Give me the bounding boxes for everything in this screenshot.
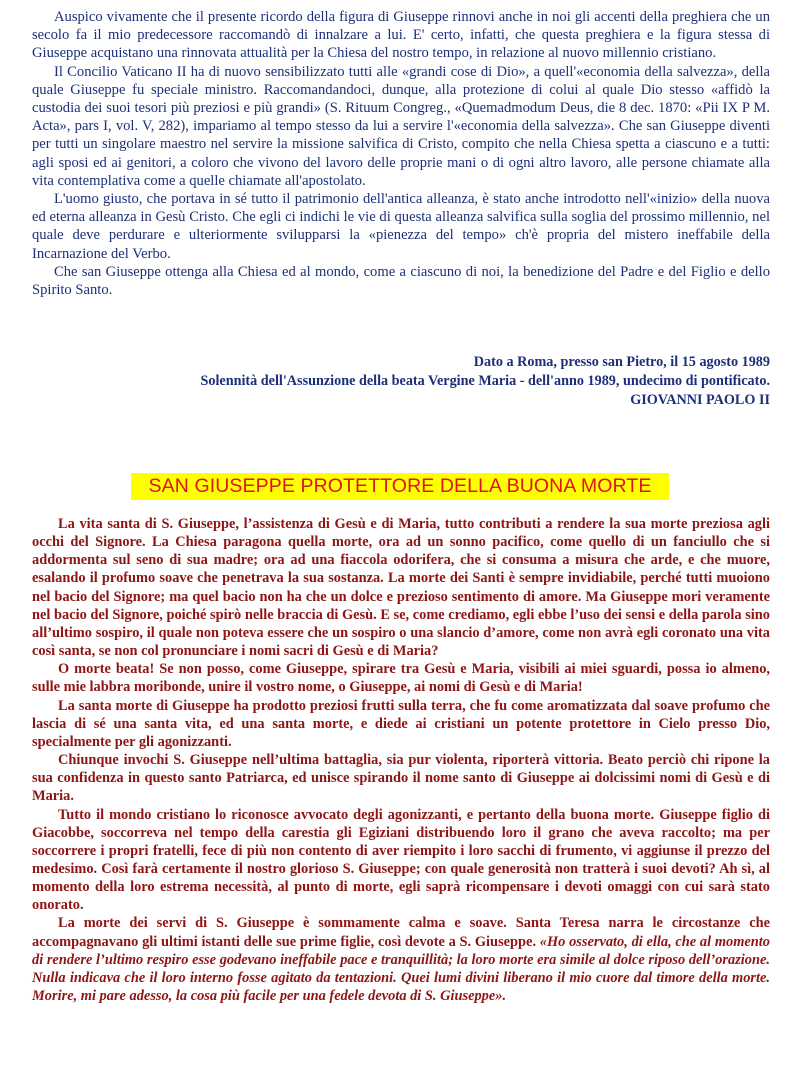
signature-place-date: Dato a Roma, presso san Pietro, il 15 agosto 1989 xyxy=(473,354,770,370)
meditation-paragraph: O morte beata! Se non posso, come Giuseppe, spirare tra Gesù e Maria, visibili ai miei sguardi, possa io almeno, sulle mie labbra moribonde, unire il vostro nome, o Giuseppe, ai nomi di Gesù e di Maria! xyxy=(32,661,770,696)
signature-occasion: Solennità dell'Assunzione della beata Vergine Maria - dell'anno 1989, undecimo di pontificato. xyxy=(200,373,770,389)
letter-paragraph: Il Concilio Vaticano II ha di nuovo sensibilizzato tutti alle «grandi cose di Dio», a quell'«economia della salvezza», della quale Giuseppe fu speciale ministro. Raccomandandoci, dunque, alla protezione di colui al quale Dio stesso «affidò la custodia dei suoi tesori più preziosi e più grandi» (S. Rituum Congreg., «Quemadmodum Deus, die 8 dec. 1870: «Pii IX P M. Acta», pars I, vol. V, 282), impariamo al tempo stesso da lui a servire l'«economia della salvezza». Che san Giuseppe diventi per tutti un singolare maestro nel servire la missione salvifica di Cristo, compito che nella Chiesa spetta a ciascuno e a tutti: agli sposi ed ai genitori, a coloro che vivono del lavoro delle proprie mani o di ogni altro lavoro, alle persone chiamate alla vita contemplativa come a quelle chiamate all'apostolato. xyxy=(32,63,770,189)
meditation-paragraph xyxy=(32,914,770,1005)
saint-teresa-quote: «Ho osservato, di ella, che al momento di rendere l’ultimo respiro esse godevano ineffabile pace e tranquillità; la loro morte era simile al dolce riposo dell’orazione. Nulla indicava che il loro interno fosse agitato da tentazioni. Quei lumi divini liberano il mio cuore dal timore della morte. Morire, mi pare adesso, la cosa più facile per una fedele devota di S. Giuseppe». xyxy=(32,933,771,1005)
meditation-paragraph: La vita santa di S. Giuseppe, l’assistenza di Gesù e di Maria, tutto contributi a rendere la sua morte preziosa agli occhi del Signore. La Chiesa paragona quella morte, ora ad un sonno pacifico, come quello di un fanciullo che si addormenta sul seno di sua madre; ora ad una fiaccola odorifera, che si consuma a misura che arde, e che muore, esalando il profumo soave che penetrava la sua sostanza. La morte dei Santi è sempre invidiabile, perché tutti muoiono nel bacio del Signore; ma quel bacio non ha che un dolce e prezioso sentimento di amore. Ma Giuseppe mori veramente nel bacio del Signore, poiché spirò nelle braccia di Gesù. E se, come crediamo, egli ebbe l’uso dei sensi e della parola sino all’ultimo sospiro, il quale non poteva essere che un sospiro o una slancio d’amore, come non avrà egli coronato una vita così santa, se non col pronunciare i nomi sacri di Gesù e di Maria? xyxy=(32,516,770,660)
letter-signature xyxy=(70,353,770,410)
letter-body xyxy=(32,8,770,299)
meditation-paragraph: Chiunque invochi S. Giuseppe nell’ultima battaglia, sia pur violenta, riporterà vittoria. Beato perciò chi ripone la sua confidenza in questo santo Patriarca, ed unisce spirando il nome santo di Giuseppe ai dolcissimi nomi di Gesù e di Maria. xyxy=(32,752,770,805)
section-title: SAN GIUSEPPE PROTETTORE DELLA BUONA MORTE xyxy=(131,473,669,500)
meditation-paragraph: Tutto il mondo cristiano lo riconosce avvocato degli agonizzanti, e pertanto della buona morte. Giuseppe figlio di Giacobbe, soccorreva nel tempo della carestia gli Egiziani distribuendo loro il grano che aveva raccolto; ma per soccorrere i propri fratelli, fece di più non contento di aver riempito i loro sacchi di frumento, vi aggiunse il prezzo del medesimo. Così farà certamente il nostro glorioso S. Giuseppe; con quale generosità non tratterà i suoi devoti? Ah sì, al momento della loro estrema necessità, al punto di morte, egli saprà ricompensare i devoti omaggi con cui sarà stato onorato. xyxy=(32,806,770,914)
letter-paragraph: Auspico vivamente che il presente ricordo della figura di Giuseppe rinnovi anche in noi gli accenti della preghiera che un secolo fa il mio predecessore raccomandò di innalzare a lui. E' certo, infatti, che questa preghiera e la figura stessa di Giuseppe acquistano una rinnovata attualità per la Chiesa del nostro tempo, in relazione al nuovo millennio cristiano. xyxy=(32,9,770,62)
meditation-paragraph: La santa morte di Giuseppe ha prodotto preziosi frutti sulla terra, che fu come aromatizzata dal soave profumo che lascia di sé una santa vita, ed una santa morte, e diede ai cristiani un potente protettore in Cielo presso Dio, specialmente per gli agonizzanti. xyxy=(32,697,770,750)
letter-paragraph: L'uomo giusto, che portava in sé tutto il patrimonio dell'antica alleanza, è stato anche introdotto nell'«inizio» della nuova ed eterna alleanza in Gesù Cristo. Che egli ci indichi le vie di questa alleanza salvifica sulla soglia del prossimo millennio, nel quale deve perdurare e ulteriormente svilupparsi la «pienezza del tempo» ch'è propria del mistero ineffabile della Incarnazione del Verbo. xyxy=(32,191,770,262)
signature-author: GIOVANNI PAOLO II xyxy=(630,392,770,408)
letter-paragraph: Che san Giuseppe ottenga alla Chiesa ed al mondo, come a ciascuno di noi, la benedizione del Padre e del Figlio e dello Spirito Santo. xyxy=(32,263,770,299)
meditation-body xyxy=(32,515,770,1005)
meditation-text: La morte dei servi di S. Giuseppe è sommamente calma e soave. Santa Teresa narra le circostanze che accompagnavano gli ultimi istanti delle sue prime figlie, così devote a S. Giuseppe. xyxy=(32,915,770,950)
